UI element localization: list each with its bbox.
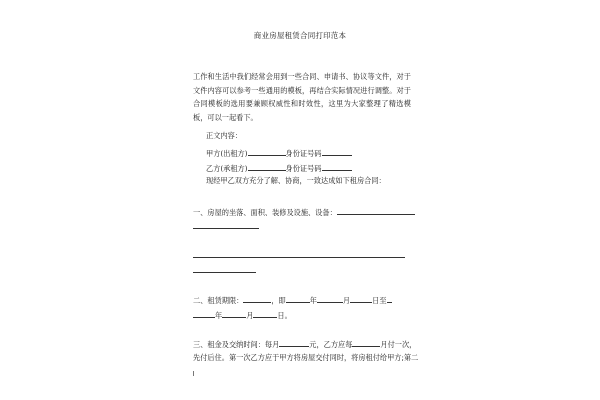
clause1-line bbox=[193, 206, 415, 218]
clause2-start-year: 年 bbox=[309, 296, 317, 305]
clause1-label: 一、房屋的坐落、面积、装修及设施、设备： bbox=[193, 208, 337, 217]
clause3-rent-blank bbox=[279, 338, 309, 347]
party-b-label: 乙方(承租方) bbox=[206, 164, 248, 173]
party-b-id-label: 身份证号码 bbox=[285, 164, 322, 173]
clause2-end-month: 月 bbox=[246, 311, 254, 320]
clause2-label: 二、租赁期限： bbox=[193, 296, 244, 305]
party-b-name-blank bbox=[248, 162, 286, 171]
clause2-start-day-blank bbox=[350, 294, 372, 303]
party-a-id-label: 身份证号码 bbox=[285, 149, 322, 158]
party-a-id-blank bbox=[322, 147, 352, 156]
clause2-start-month: 月 bbox=[342, 296, 351, 305]
clause3-prefix: 三、租金及交纳时间：每月 bbox=[193, 340, 280, 349]
party-a-label: 甲方(出租方) bbox=[206, 149, 248, 158]
clause1-rule-full bbox=[193, 257, 405, 258]
page-edge-mark bbox=[193, 371, 194, 376]
intro-paragraph: 工作和生活中我们经常会用到一些合同、申请书、协议等文件，对于文件内容可以参考一些通用的模板，再结合实际情况进行调整。对于合同模板的选用要兼顾权威性和时效性，这里为大家整理了精选模板，可以一起看下。 bbox=[193, 72, 411, 122]
clause3-suffix: 月付一次， bbox=[380, 340, 417, 349]
clause1-rule-short bbox=[193, 272, 256, 273]
clause3-period-blank bbox=[352, 338, 380, 347]
clause3-line1 bbox=[193, 338, 416, 350]
clause2-line2 bbox=[193, 309, 292, 321]
body-label: 正文内容： bbox=[206, 131, 242, 140]
agreement-text: 现经甲乙双方充分了解、协商，一致达成如下租房合同： bbox=[206, 176, 386, 185]
party-b-line bbox=[206, 162, 352, 174]
clause2-end-year-blank bbox=[193, 309, 215, 318]
clause2-start-year-blank bbox=[286, 294, 310, 303]
clause2-line1 bbox=[193, 294, 392, 306]
clause3-line2: 先付后住。第一次乙方应于甲方将房屋交付同时，将房租付给甲方;第二 bbox=[193, 353, 419, 362]
clause2-duration-blank bbox=[243, 294, 271, 303]
clause2-day-to: 日至 bbox=[372, 296, 387, 305]
clause2-start-month-blank bbox=[317, 294, 343, 303]
clause3-mid: 元，乙方应每 bbox=[309, 340, 353, 349]
clause2-end-tail-blank bbox=[387, 294, 392, 303]
clause1-continuation-rule bbox=[193, 228, 259, 229]
clause2-end-month-blank bbox=[222, 309, 246, 318]
party-a-name-blank bbox=[248, 147, 286, 156]
clause2-end-day: 日。 bbox=[277, 311, 292, 320]
clause2-end-year: 年 bbox=[215, 311, 223, 320]
clause1-blank bbox=[337, 206, 415, 215]
party-b-id-blank bbox=[322, 162, 352, 171]
document-title: 商业房屋租赁合同打印范本 bbox=[253, 31, 347, 40]
clause2-end-day-blank bbox=[253, 309, 277, 318]
clause2-from: ，即 bbox=[271, 296, 286, 305]
party-a-line bbox=[206, 147, 352, 159]
